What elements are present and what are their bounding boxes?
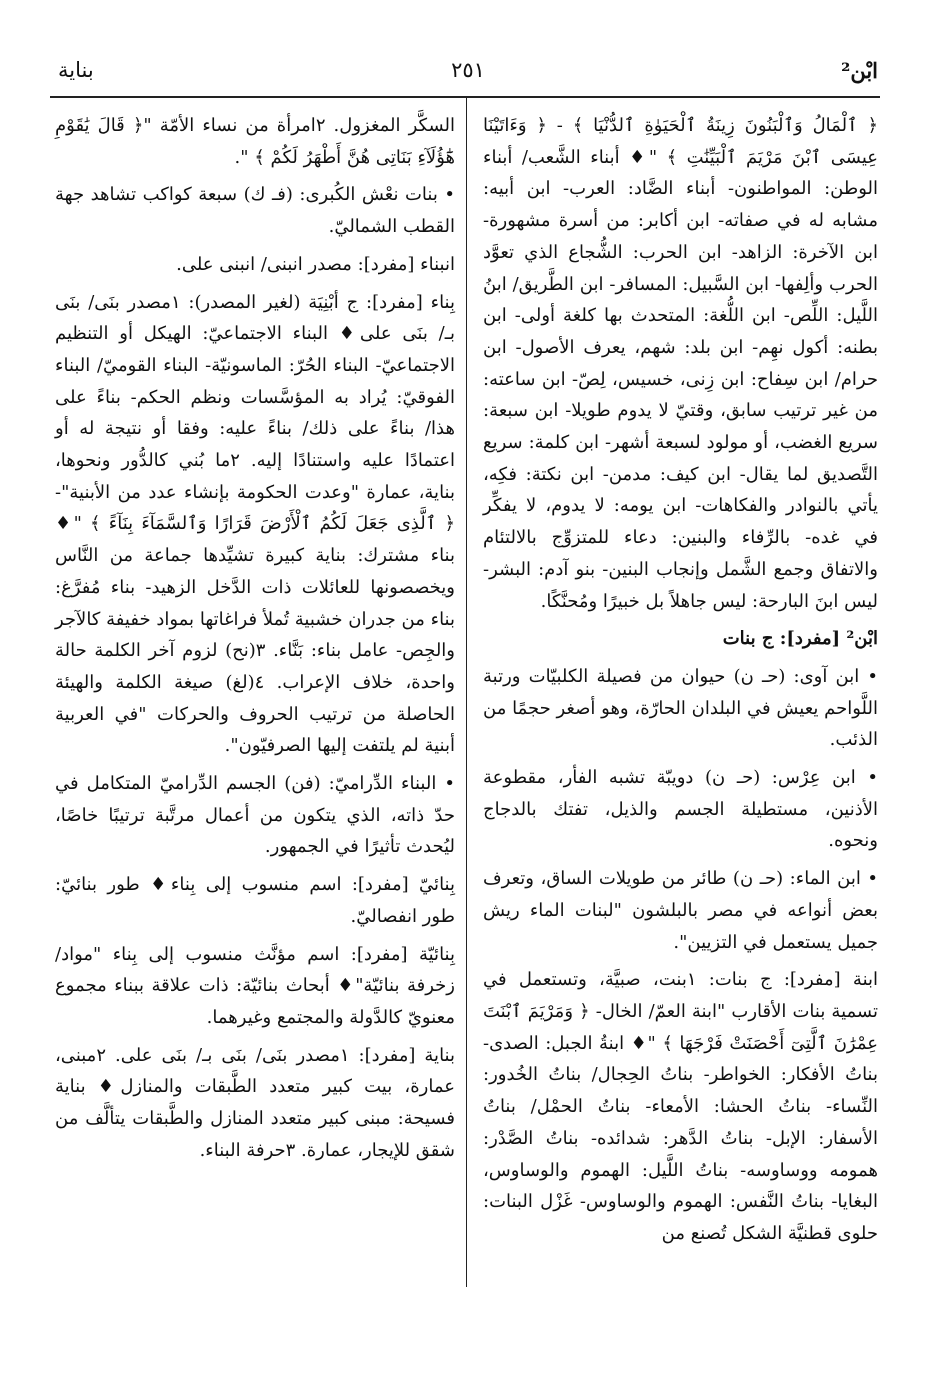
entry-text: • بنات نعْش الكُبرى: (فـ ك) سبعة كواكب تشاهد جهة القطب الشماليّ. <box>55 184 455 238</box>
entry-text: بناية [مفرد]: ١مصدر بنَى/ بنَى بـ/ بنَى على. ٢مبنى، عمارة، بيت كبير متعدد الطَّبقات والمنازل♦ بناية فسيحة: مبنى كبير متعدد المنازل والطَّبقات يتألَّف من شقق للإيجار، عمارة. ٣حرفة البناء. <box>55 1044 455 1161</box>
sense-banat-nash <box>55 179 455 242</box>
entry-binaai <box>55 869 455 932</box>
entry-ibn-continuation <box>483 110 878 617</box>
entry-text: • البناء الدِّراميّ: (فن) الجسم الدِّراميّ المتكامل في حدّ ذاته، الذي يتكون من أعمال مرتَّبة ترتيبًا خاصًا، ليُحدث تأثيرًا في الجمهور. <box>55 773 455 858</box>
entry-text: بِناء [مفرد]: ج أبْنِيَة (لغير المصدر): ١مصدر بنَى/ بنَى بـ/ بنَى على♦ البناء الاجتماعيّ: الهيكل أو التنظيم الاجتماعيّ- البناء الحُرّ: الماسونيّة- البناء القوميّ/ البناء الفوقيّ: يُراد به المؤسَّسات ونظم الحكم- بناءً على هذا/ بناءً على ذلك/ بناءً عليه: وفقا أو نتيجة له أو اعتمادًا عليه واستنادًا إليه. ٢ما بُني كالدُّور ونحوها، بناية، عمارة "وعدت الحكومة بإنشاء عدد من الأبنية"- ﴿ ٱلَّذِى جَعَلَ لَكُمُ ٱلْأَرْضَ قَرَارًا وَٱلسَّمَآءَ بِنَآءً ﴾ "♦ بناء مشترك: بناية كبيرة تشيِّدها جماعة من النَّاس ويخصصونها للعائلات ذات الدَّخل الزهيد- بناء مُفرَّغ: بناء من جدران خشبية تُملأ فراغاتها بمواد خفيفة كالآجر والجِص- عامل بناء: بَنَّاء. ٣(نح) لزوم آخر الكلمة حالة واحدة، خلاف الإعراب. ٤(لغ) صيغة الكلمة والهيئة الحاصلة من ترتيب الحروف والحركات "في العربية أبنية لم يلتفت إليها الصرفيّون". <box>55 291 455 757</box>
entry-ibna <box>483 964 878 1249</box>
entry-binaaiyya <box>55 939 455 1034</box>
entry-inbinaa <box>55 249 455 281</box>
entry-text: • ابن عِرْس: (حـ ن) دويبّة تشبه الفأر، مقطوعة الأذنين، مستطيلة الجسم والذيل، تفتك بالدجاج ونحوه. <box>483 767 878 852</box>
entry-ibn-2 <box>483 623 878 655</box>
entry-text: السكَّر المغزول. ٢امرأة من نساء الأمّة "﴿ قَالَ يَٰقَوْمِ هَٰٓؤُلَآءِ بَنَاتِى هُنَّ أَطْهَرُ لَكُمْ ﴾ ". <box>55 115 456 168</box>
page-header <box>58 52 878 96</box>
sense-ibn-irs <box>483 762 878 857</box>
entry-text: بِنائيّ [مفرد]: اسم منسوب إلى بِناء♦ طور بنائيّ: طور انفصاليّ. <box>55 874 455 927</box>
sense-ibn-al-maa <box>483 863 878 958</box>
entry-text: انبناء [مفرد]: مصدر انبنى/ انبنى على. <box>176 253 455 275</box>
entry-text: • ابن الماء: (حـ ن) طائر من طويلات الساق، وتعرف بعض أنواعه في مصر بالبلشون "لبنات الماء ريش جميل يستعمل في التزيين". <box>483 868 878 953</box>
header-guide-word-right: ابْن² <box>841 58 878 83</box>
sense-ibn-awa <box>483 661 878 756</box>
column-divider <box>466 97 467 1287</box>
entry-ibna-continuation <box>55 110 455 173</box>
left-column <box>55 110 455 1173</box>
right-column <box>483 110 878 1256</box>
sense-binaa-drami <box>55 768 455 863</box>
entry-binaa <box>55 287 455 763</box>
entry-text: • ابن آوى: (حـ ن) حيوان من فصيلة الكلبيّات ورتبة اللَّواحم يعيش في البلدان الحارّة، وهو أصغر حجمًا من الذئب. <box>483 665 878 751</box>
header-guide-word-left: بناية <box>58 58 94 82</box>
entry-headword: ابْن² [مفرد]: ج بنات <box>722 628 878 650</box>
entry-binaya <box>55 1040 455 1167</box>
header-rule <box>50 96 880 98</box>
entry-text: بِنائيّة [مفرد]: اسم مؤنَّث منسوب إلى بِناء "مواد/ زخرفة بنائيّة"♦ أبحاث بنائيّة: ذات علاقة ببناء مجموع معنويّ كالدَّولة والمجتمع وغيرهما. <box>55 943 455 1028</box>
entry-text: ابنة [مفرد]: ج بنات: ١بنت، صبيَّة، وتستعمل في تسمية بنات الأقارب "ابنة العمّ/ الخال- ﴿ وَمَرْيَمَ ٱبْنَتَ عِمْرَٰنَ ٱلَّتِىٓ أَحْصَنَتْ فَرْجَهَا ﴾ "♦ ابنةُ الجبل: الصدى- بناتُ الأفكار: الخواطر- بناتُ الحِجال/ بناتُ الخُدور: النِّساء- بناتُ الحشا: الأمعاء- بناتُ الحمْل/ بناتُ الأسفار: الإبل- بناتُ الدَّهر: شدائده- بناتُ الصَّدْر: همومه ووساوسه- بناتُ اللَّيل: الهموم والوساوس، البغايا- بناتُ النَّفس: الهموم والوساوس- غَزْل البنات: حلوى قطنيَّة الشكل تُصنع من <box>483 969 879 1244</box>
entry-text: ﴿ ٱلْمَالُ وَٱلْبَنُونَ زِينَةُ ٱلْحَيَوٰةِ ٱلدُّنْيَا ﴾ - ﴿ وَءَاتَيْنَا عِيسَى ٱبْنَ مَرْيَمَ ٱلْبَيِّنَٰتِ ﴾ "♦ أبناء الشَّعب/ أبناء الوطن: المواطنون- أبناء الضَّاد: العرب- ابن أبيه: مشابه له في صفاته- ابن أكابر: من أسرة مشهورة- ابن الآخرة: الزاهد- ابن الحرب: الشُّجاع الذي تعوَّد الحرب وألِفها- ابن السَّبيل: المسافر- ابن الطَّريق/ ابنُ اللَّيل: اللِّص- ابن اللُّغة: المتحدث بها كلغة أولى- ابن بطنه: أكول نهِم- ابن بلد: شهم، يعرف الأصول- ابن حرام/ ابن سِفاح: ابن زِنى، خسيس، لِصّ- ابن ساعته: من غير ترتيب سابق، وقتيّ لا يدوم طويلا- ابن سبعة: سريع الغضب، أو مولود لسبعة أشهر- ابن كلمة: سريع التَّصديق لما يقال- ابن كيف: مدمن- ابن نكتة: فكِه، يأتي بالنوادر والفكاهات- ابن يومه: لا يدوم، لا يفكِّر في غده- بالرِّفاء والبنين: دعاء للمتزوِّج بالالتئام والاتفاق وجمع الشَّمل وإنجاب البنين- بنو آدم: البشر- ليس ابنَ البارحة: ليس جاهلاً بل خبيرًا ومُحنَّكًا. <box>483 115 878 612</box>
page-number: ٢٥١ <box>451 58 485 82</box>
